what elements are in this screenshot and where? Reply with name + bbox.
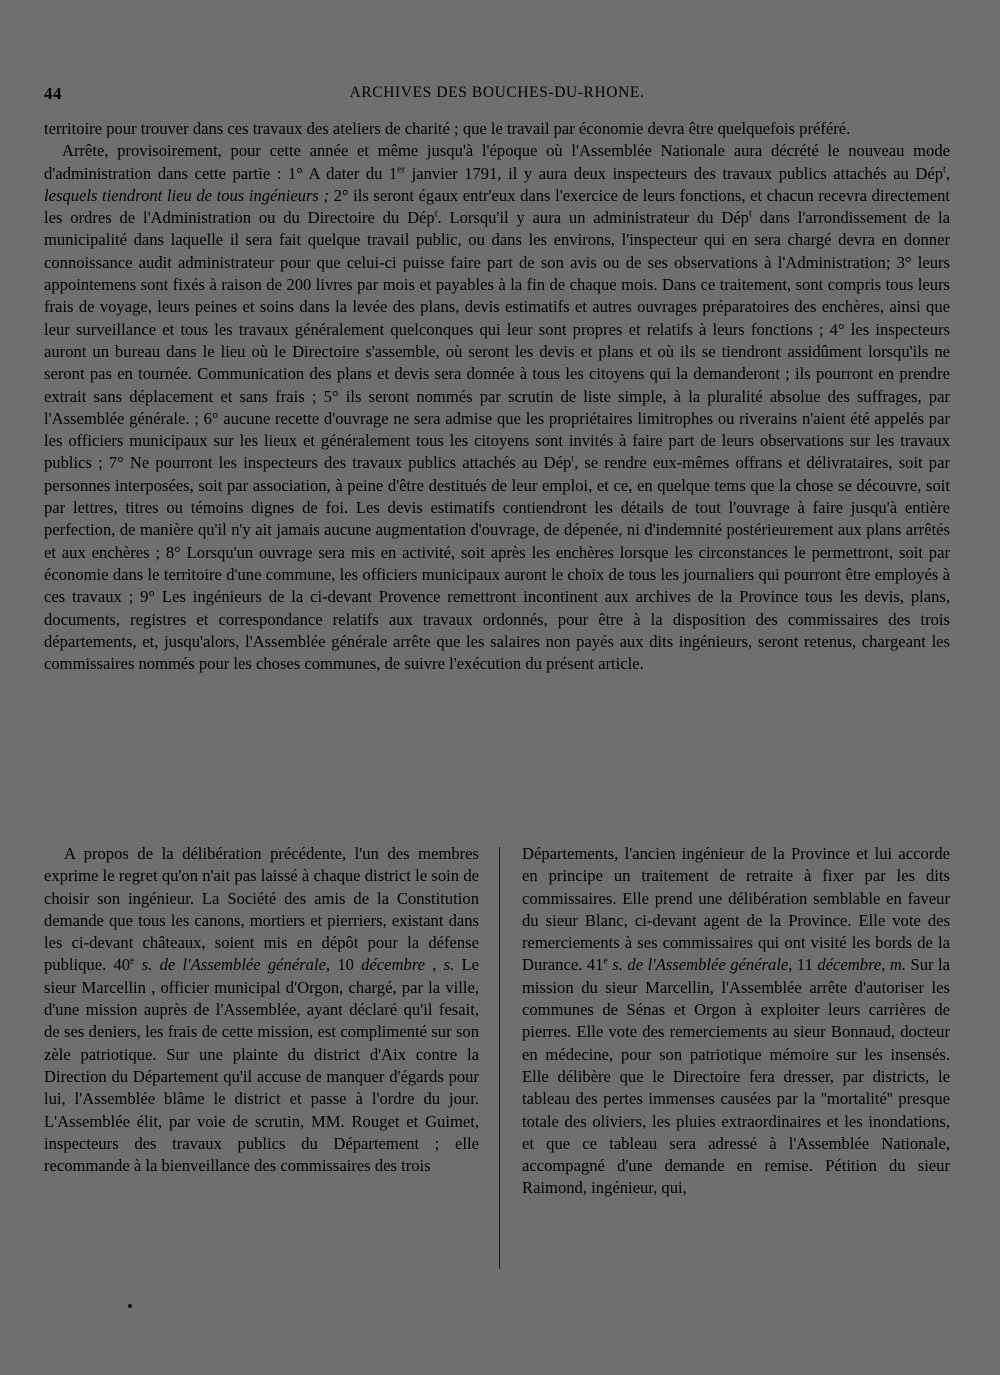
right-text-d: Sur la mission du sieur Marcellin, l'Assemblée arrête d'autoriser les communes de Sénas et Orgon à exploiter leurs carrières de pierres. Elle vote des remerciements au sieur Bonnaud, docteur en médecine, pour son patriotique mémoire sur les insensés. Elle délibère que le Directoire fera dresser, par districts, le tableau des pertes immenses causées par la ''mortalité'' presque totale des oliviers, les pluies extraordinaires et les inondations, et que ce tableau sera adressé à l'Assemblée Nationale, accompagné d'une demande en remise. Pétition du sieur Raimond, ingénieur, qui, [522, 955, 951, 1198]
arrete-italic-c: lesquels tiendront lieu de tous ingénieurs ; [44, 185, 330, 205]
arrete-text-a: Arrête, provisoirement, pour cette année et même jusqu'à l'époque où l'Assemblée Nationale aura décrété le nouveau mode d'administration dans cette partie : 1° A dater du 1 [44, 141, 950, 183]
left-paragraph [44, 843, 479, 1177]
column-divider [499, 847, 500, 1269]
right-column [522, 843, 950, 1200]
full-width-text [44, 118, 950, 675]
left-italic-c: décembre [361, 955, 426, 975]
arrete-text-b: janvier 1791, il y aura deux inspecteurs des travaux publics attachés au Dép [405, 163, 944, 183]
left-text-e: Le sieur Marcellin , officier municipal d'Orgon, chargé, par la ville, d'une mission auprès de l'Assemblée, ayant déclaré qu'il fesait, de ses deniers, les frais de cette mission, est complimenté sur son zèle patriotique. Sur une plainte du district d'Aix contre la Direction du Département qu'il accuse de manquer d'égards pour lui, l'Assemblée blâme le district et passe à l'ordre du jour. L'Assemblée élit, par voie de scrutin, MM. Rouget et Guimet, inspecteurs des travaux publics du Département ; elle recommande à la bienveillance des commissaires des trois [44, 955, 479, 1176]
arrete-text-d: 2° ils seront égaux entr'eux dans l'exercice de leurs fonctions, et chacun recevra directement les ordres de l'Administration ou du Directoire du Dép [44, 185, 950, 228]
continuation-paragraph [44, 118, 950, 140]
ink-speck [128, 1304, 132, 1308]
left-text-a: A propos de la délibération précédente, l'un des membres exprime le regret qu'on n'ait pas laissé à chaque district le soin de choisir son ingénieur. La Société des amis de la Constitution demande que tous les canons, mortiers et pierriers, existant dans les ci-devant châteaux, soient mis en dépôt pour la défense publique. 40 [44, 844, 479, 975]
arrete-sup-e: t [748, 208, 752, 220]
left-italic-d: s. [443, 955, 455, 975]
left-text-c: 10 [330, 955, 362, 975]
right-italic-c: décembre, m. [817, 955, 907, 975]
two-column-section [44, 843, 950, 1273]
left-sup-a: e [130, 955, 135, 967]
running-title: ARCHIVES DES BOUCHES-DU-RHONE. [349, 84, 645, 101]
arrete-sup-f: t [571, 453, 575, 465]
left-italic-b: s. de l'Assemblée générale, [134, 955, 331, 975]
arrete-text-f: dans l'arrondissement de la municipalité dans laquelle il sera fait quelque travail public, ou dans les environs, l'inspecteur qui en sera chargé devra en donner connoissance audit administrateur pour que celui-ci puisse faire part de son avis ou de ses observations à l'Administration; 3° leurs appointemens sont fixés à raison de 200 livres par mois et payables à la fin de chaque mois. Dans ce traitement, sont compris tous leurs frais de voyage, leurs peines et soins dans la levée des plans, devis estimatifs et autres ouvrages préparatoires des enchères, ainsi que leur surveillance et tous les travaux généralement quelconques qui leur sont propres et relatifs à leurs fonctions ; 4° les inspecteurs auront un bureau dans le lieu où le Directoire s'assemble, où seront les devis et plans et où ils se tiendront assidûment lorsqu'ils ne seront pas en tournée. Communication des plans et devis sera donnée à tous les citoyens qui la demanderont ; ils pourront en prendre extrait sans déplacement et sans frais ; 5° ils seront nommés par scrutin de liste simple, à la pluralité absolue des suffrages, par l'Assemblée générale. ; 6° aucune recette d'ouvrage ne sera admise que les propriétaires limitrophes ou riverains n'aient été appelés par les officiers municipaux sur les lieux et généralement tous les citoyens sont invités à faire part de leurs observations sur les travaux publics ; 7° Ne pourront les inspecteurs des travaux publics attachés au Dép [44, 208, 950, 473]
continuation-text: territoire pour trouver dans ces travaux des ateliers de charité ; que le travail par économie devra être quelquefois préféré. [44, 119, 851, 138]
right-text-a: Départements, l'ancien ingénieur de la Province et lui accorde en principe un traitement de retraite à fixer par les dits commissaires. Elle prend une délibération semblable en faveur du sieur Blanc, ci-devant agent de la Province. Elle vote des remerciements à ses commissaires qui ont visité les bords de la Durance. 41 [522, 844, 950, 975]
right-text-c: 11 [792, 955, 818, 975]
arrete-sup-b: t [943, 164, 946, 176]
right-sup-a: e [603, 955, 608, 967]
right-paragraph [522, 843, 950, 1200]
arrete-sup-a: er [397, 164, 406, 176]
arrete-sup-d: t [434, 208, 438, 220]
arrete-text-c: , [945, 163, 950, 183]
right-italic-b: s. de l'Assemblée générale, [607, 955, 793, 975]
left-column [44, 843, 479, 1177]
running-head [44, 84, 950, 106]
arrete-text-g: , se rendre eux-mêmes offrans et délivrataires, soit par personnes interposées, soit par association, à peine d'être destitués de leur emploi, et ce, en quelque tems que la chose se découvre, soit par lettres, titres ou témoins dignes de foi. Les devis estimatifs contiendront les détails de tout l'ouvrage à faire jusqu'à entière perfection, de manière qu'il n'y ait jamais aucune augmentation d'ouvrage, de dépenée, ni d'indemnité postérieurement aux plans arrêtés et aux enchères ; 8° Lorsqu'un ouvrage sera mis en activité, soit après les enchères lorsque les circonstances le permettront, soit par économie dans le territoire d'une commune, les officiers municipaux auront le choix de tous les journaliers qui pourront être employés à ces travaux ; 9° Les ingénieurs de la ci-devant Provence remettront incontinent aux archives de la Province tous les devis, plans, documents, registres et correspondance relatifs aux travaux ordonnés, pour être à la disposition des commissaires des trois départements, et, jusqu'alors, l'Assemblée générale arrête que les salaires non payés aux dits ingénieurs, seront retenus, chargeant les commissaires nommés pour les choses communes, de suivre l'exécution du présent article. [44, 453, 950, 674]
arrete-paragraph [44, 140, 950, 675]
arrete-text-e: . Lorsqu'il y aura un administrateur du Dép [437, 208, 749, 228]
page-number: 44 [44, 84, 62, 103]
left-text-d: , [425, 955, 444, 975]
